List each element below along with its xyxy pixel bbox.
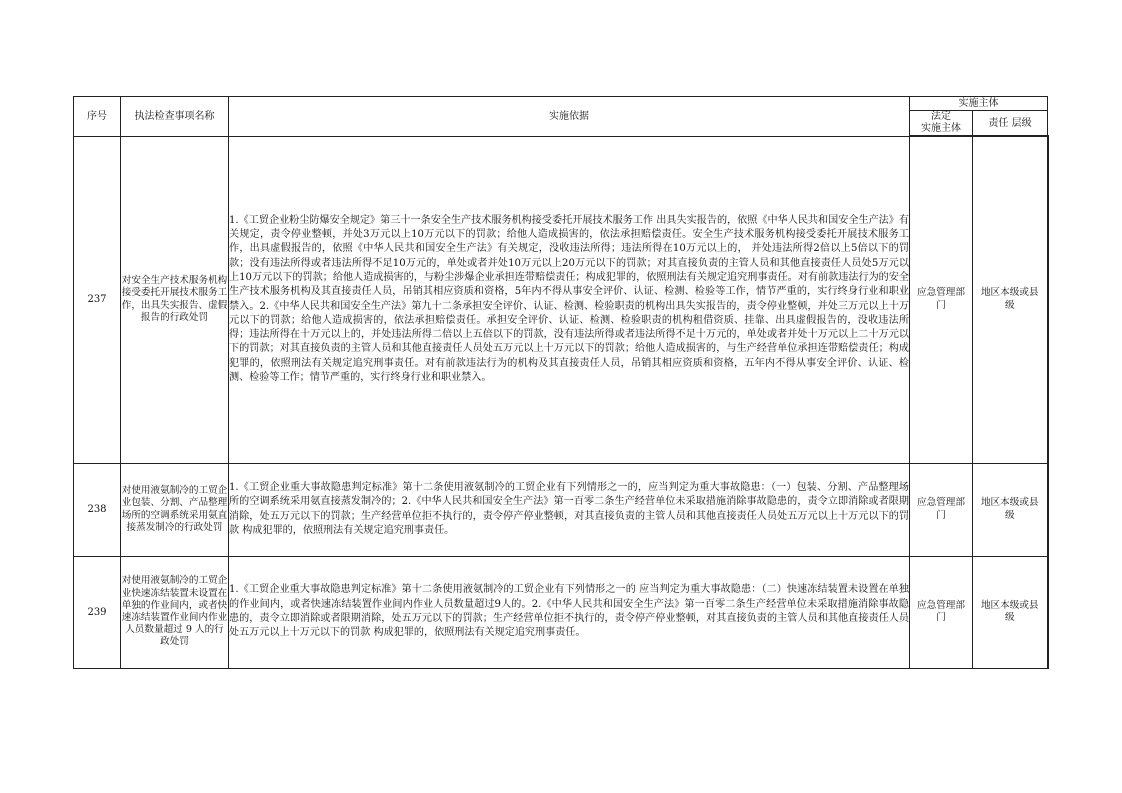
- row-serial-no: 238: [74, 463, 121, 556]
- row-serial-no: 237: [74, 136, 121, 463]
- row-basis: 1.《工贸企业粉尘防爆安全规定》第三十一条安全生产技术服务机构接受委托开展技术服务工作 出具失实报告的，依照《中华人民共和国安全生产法》有关规定，责令停业整顿，并处3万元以上10万元以下的罚款；给他人造成损害的，依法承担赔偿责任。安全生产技术服务机构接受委托开展技术服务工作，出具虚假报告的，依照《中华人民共和国安全生产法》有关规定，没收违法所得；违法所得在10万元以上的， 并处违法所得2倍以上5倍以下的罚款；没有违法所得或者违法所得不足10万元的，单处或者并处10万元以上20万元以下的罚款；对其直接负责的主管人员和其他直接责任人员处5万元以上10万元以下的罚款；给他人造成损害的，与粉尘涉爆企业承担连带赔偿责任；构成犯罪的，依照刑法有关规定追究刑事责任。对有前款违法行为的安全生产技术服务机构及其直接责任人员，吊销其相应资质和资格，5年内不得从事安全评价、认证、检测、检验等工作，情节严重的，实行终身行业和职业禁入。2.《中华人民共和国安全生产法》第九十二条承担安全评价、认证、检测、检验职责的机构出具失实报告的，责令停业整顿，并处三万元以上十万元以下的罚款；给他人造成损害的，依法承担赔偿责任。承担安全评价、认证、检测、检验职责的机构租借资质、挂靠、出具虚假报告的，没收违法所得；违法所得在十万元以上的，并处违法所得二倍以上五倍以下的罚款，没有违法所得或者违法所得不足十万元的，单处或者并处十万元以上二十万元以下的罚款；对其直接负责的主管人员和其他直接责任人员处五万元以上十万元以下的罚款；给他人造成损害的，与生产经营单位承担连带赔偿责任；构成犯罪的，依照刑法有关规定追究刑事责任。对有前款违法行为的机构及其直接责任人员，吊销其相应资质和资格，五年内不得从事安全评价、认证、检测、检验等工作；情节严重的，实行终身行业和职业禁入。: [229, 136, 910, 463]
- header-basis: 实施依据: [229, 97, 910, 137]
- header-serial-no: 序号: [74, 97, 121, 137]
- row-subject-text: 应急管理部门: [917, 497, 965, 521]
- row-serial-no: 239: [74, 556, 121, 668]
- row-subject-text: 应急管理部门: [917, 599, 965, 623]
- enforcement-table: [73, 96, 1049, 669]
- header-item-name: 执法检查事项名称: [121, 97, 229, 137]
- row-subject: [910, 136, 973, 463]
- table-row: [74, 463, 1048, 556]
- row-basis: 1.《工贸企业重大事故隐患判定标准》第十二条使用液氨制冷的工贸企业有下列情形之一的，应当判定为重大事故隐患：（一）包装、分割、产品整理场所的空调系统采用氨直接蒸发制冷的；2.《中华人民共和国安全生产法》第一百零二条生产经营单位未采取措施消除事故隐患的，责令立即消除或者限期消除，处五万元以下的罚款；生产经营单位拒不执行的，责令停产停业整顿，对其直接负责的主管人员和其他直接责任人员处五万元以上十万元以下的罚款 构成犯罪的，依照刑法有关规定追究刑事责任。: [229, 463, 910, 556]
- row-item-name: 对安全生产技术服务机构接受委托开展技术服务工作，出具失实报告、虚假报告的行政处罚: [121, 136, 229, 463]
- row-subject: [910, 556, 973, 668]
- header-responsibility-level: 责任 层级: [973, 111, 1048, 137]
- table-row: [74, 556, 1048, 668]
- row-item-name: 对使用液氨制冷的工贸企业快速冻结装置未设置在单独的作业间内，或者快速冻结装置作业间内作业人员数量超过 9 人的行政处罚: [121, 556, 229, 668]
- header-legal-subject: 法定 实施主体: [910, 111, 973, 137]
- row-basis: 1.《工贸企业重大事故隐患判定标准》第十二条使用液氨制冷的工贸企业有下列情形之一的 应当判定为重大事故隐患：（二）快速冻结装置未设置在单独的作业间内，或者快速冻结装置作业间内作业人员数量超过9人的。2.《中华人民共和国安全生产法》第一百零二条生产经营单位未采取措施消除事故隐患的，责令立即消除或者限期消除，处五万元以下的罚款；生产经营单位拒不执行的，责令停产停业整顿，对其直接负责的主管人员和其他直接责任人员处五万元以上十万元以下的罚款 构成犯罪的，依照刑法有关规定追究刑事责任。: [229, 556, 910, 668]
- row-level: [973, 556, 1048, 668]
- row-level-text: 地区本级或县级: [980, 287, 1039, 311]
- row-level-text: 地区本级或县级: [980, 599, 1039, 623]
- row-level: [973, 136, 1048, 463]
- row-item-name: 对使用液氨制冷的工贸企业包装、分割、产品整理场所的空调系统采用氨直接蒸发制冷的行政处罚: [121, 463, 229, 556]
- row-level-text: 地区本级或县级: [980, 497, 1039, 521]
- row-subject-text: 应急管理部门: [917, 287, 965, 311]
- table-row: [74, 136, 1048, 463]
- row-level: [973, 463, 1048, 556]
- header-row-top: [74, 97, 1048, 111]
- header-implementing-subject: 实施主体: [910, 97, 1048, 111]
- row-subject: [910, 463, 973, 556]
